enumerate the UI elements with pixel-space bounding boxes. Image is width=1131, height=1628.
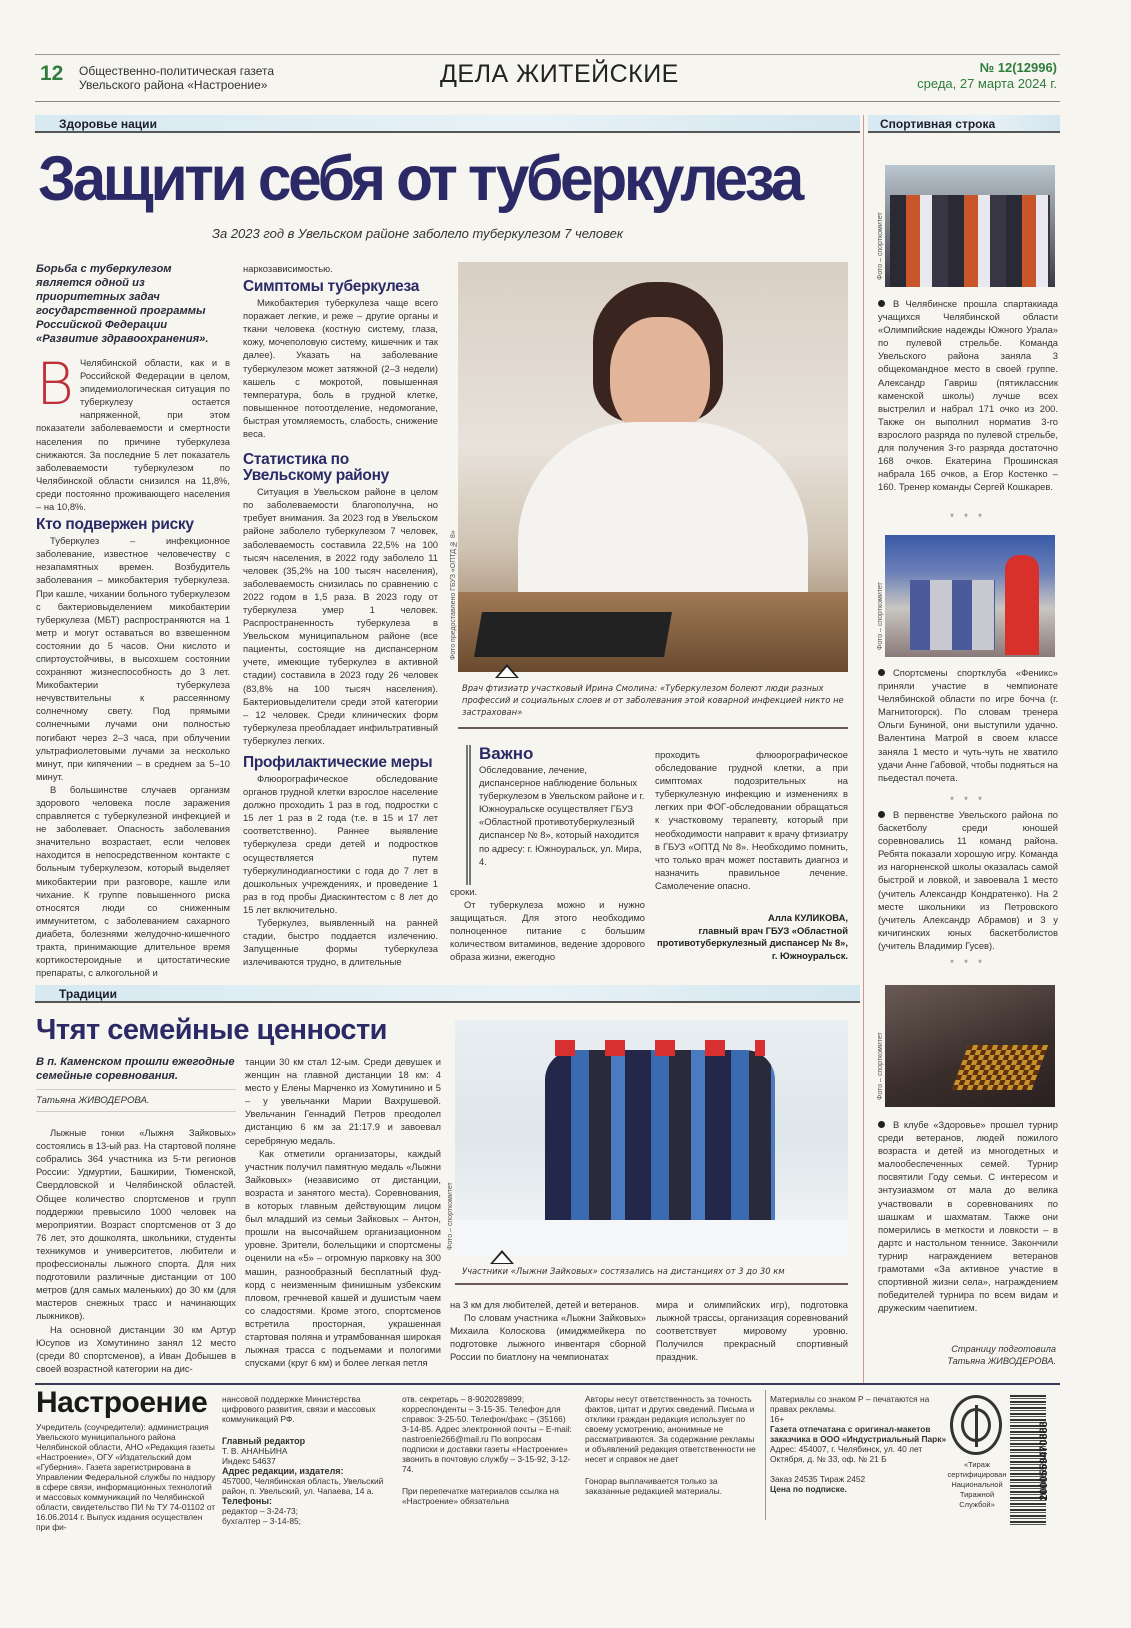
sidebar-photo-credit-1: Фото – спорткомитет (877, 212, 884, 280)
header-top-rule (35, 54, 1060, 55)
doctor-photo (458, 262, 848, 672)
athlete (1005, 555, 1039, 655)
author-role: главный врач ГБУЗ «Областной противотуберкулезный диспансер № 8», г. Южноуральск. (657, 924, 848, 961)
section-title: ДЕЛА ЖИТЕЙСКИЕ (440, 60, 679, 88)
signature-line-1: Страницу подготовила (951, 1344, 1056, 1354)
caption-pointer-icon (490, 1250, 514, 1264)
bullet-icon (878, 669, 885, 676)
footer-reprint: При перепечатке материалов ссылка на «Настроение» обязательна (402, 1486, 559, 1506)
ski-column-2 (245, 1055, 441, 1370)
page-number: 12 (40, 62, 64, 85)
caption-rule (458, 727, 848, 729)
paragraph-risk-2: В большинстве случаев организм здорового человека после заражения справляется с туберкулезной инфекцией и не заболевает. Опасность заболевания значительно возрастает, если человек находится в непосредственном контакте с больным туберкулезом, который выделяет микобактерии при разговоре, кашле или чихание. К группе повышенного риска относятся люди со сниженным иммунитетом, с заболеванием сахарного диабета, болезнями желудочно-кишечного тракта, принимающие длительное время кортикостероидные и цитостатические препараты, с алкогольной и (36, 783, 230, 979)
seal-monogram (961, 1408, 991, 1442)
footer-order: Заказ 24535 Тираж 2452 (770, 1474, 866, 1484)
footer-editor-name: Т. В. АНАНЬИНА (222, 1446, 288, 1456)
sidebar-photo-credit-3: Фото – спорткомитет (877, 1032, 884, 1100)
article-lead: Борьба с туберкулезом является одной из приоритетных задач государственной программы Российской Федерации «Развитие здравоохранения». (36, 263, 209, 345)
footer-printing (770, 1394, 950, 1494)
barcode-number: 2000559470888 (1038, 1421, 1050, 1501)
paragraph-prevention-1: Флюорографическое обследование органов грудной клетки взрослое население должно проходить 1 раз в год, подростки с 15 лет 1 раз в 2 года (т.е. в 15 и 17 лет соответственно). Раннее выявление туберкулеза среди детей и подростков осуществляется путем туберкулинодиагностики с года до 7 лет в дошкольных учреждениях, и проведение 1 раз в год пробы Диаскинтестом с 8 лет до 15 лет включительно. (243, 773, 438, 915)
heading-symptoms: Симптомы туберкулеза (243, 278, 420, 296)
ski-column-3 (450, 1298, 646, 1368)
ski-paragraph-4a: По словам участника «Лыжни Зайковых» Михаила Колоскова (имиджмейкера по подготовке лыжного инвентаря сборной России по биатлону на чемпионатах (450, 1312, 646, 1363)
paragraph-text: Челябинской области, как и в Российской Федерации в целом, эпидемиологическая ситуация по туберкулезу остается напряженной, при этом показатели заболеваемости и смертности населения по причине туберкулеза снижаются. За последние 5 лет показатель заболеваемости туберкулезом по Челябинской области снизился на 11,8%, среди постоянно проживающего населения – на 10,8%. (36, 357, 230, 513)
sidebar-item-3 (878, 808, 1058, 958)
rubric-sport: Спортивная строка (880, 117, 996, 131)
paragraph-prevention-4: От туберкулеза можно и нужно защищаться. Для этого необходимо полноценное питание с большим количеством витаминов, ведение здорового образа жизни, ежегодно (450, 899, 645, 963)
footer-founders: Учредитель (соучредители): администрация Увельского муниципального района Челябинской области, АНО «Редакция газеты «Настроение», ОГУ «Издательский дом «Губерния». Газета зарегистрирована в Управлении Федеральной службы по надзору в сфере связи, информационных технологий и массовых коммуникаций по Челябинской области, свидетельство ПИ № ТУ 74-01102 от 16.06.2014 г. Выпуск издания осуществлен при фи- (36, 1422, 216, 1532)
footer-divider (765, 1390, 766, 1520)
tb-column-2 (243, 262, 438, 968)
footer-rule (35, 1383, 1060, 1385)
footer-support: нансовой поддержке Министерства цифрового развития, связи и массовых коммуникаций РФ. (222, 1394, 376, 1424)
bullet-icon (878, 1121, 885, 1128)
ski-article-title: Чтят семейные ценности (36, 1014, 387, 1046)
footer-contacts (402, 1394, 572, 1506)
footer-address-label: Адрес редакции, издателя: (222, 1466, 344, 1476)
ski-author: Татьяна ЖИВОДЕРОВА. (36, 1089, 236, 1112)
footer-printer-address: Адрес: 454007, г. Челябинск, ул. 40 лет Октября, д. № 33, оф. № 21 Б (770, 1444, 923, 1464)
footer-logo: Настроение (36, 1386, 208, 1419)
sidebar-text: В первенстве Увельского района по баскетболу среди юношей соревновались 11 команд района. Ребята показали хорошую игру. Команда из нагорненской школы оказалась самой быстрой и ловкой, и завоевала 1 место (учитель Александр Кондратенко). На 2 месте школьники из Петровского (учитель Александр Абрамов) и 3 у кичигинских юных баскетболистов (учитель Владимир Гусев). (878, 809, 1058, 951)
sidebar-item-4 (878, 1118, 1058, 1340)
ski-photo (455, 1020, 848, 1256)
rubric-band-traditions (35, 985, 860, 1003)
header-bottom-rule (35, 101, 1060, 102)
issue-number: № 12(12996) (979, 60, 1057, 75)
sidebar-signature (878, 1343, 1056, 1367)
author-signature (655, 912, 848, 962)
paper-name (79, 64, 274, 92)
footer-age-rating: 16+ (770, 1414, 785, 1424)
footer-contacts-text: отв. секретарь – 8-9020289899; корреспонденты – 3-15-35. Телефон для справок: 3-25-50. Телефон/факс – (35166) 3-14-85. Адрес электронной почты – E-mail: nastroenie266@mail.ru По вопросам подписки и доставки газеты «Настроение» звонить в почтовую службу – 3-15-92, 3-12-74. (402, 1394, 572, 1474)
photo-caption: Врач фтизиатр участковый Ирина Смолина: «Туберкулезом болеют люди разных профессий и социальных слоев и от заболевания этой коварной инфекцией никто не застрахован» (462, 683, 844, 717)
sidebar-item-2 (878, 666, 1058, 794)
rubric-health: Здоровье нации (59, 117, 157, 131)
checkers-board (952, 1045, 1048, 1090)
paragraph-prevention-5: проходить флюорографическое обследование грудной клетки, а при симптомах подозрительных на туберкулезную инфекцию и изменениях в легких при ФОГ-обследовании обращаться к участковому терапевту, который при необходимости направит к врачу фтизиатру в ГБУЗ «ОПТД № 8». Необходимо помнить, что только врач может поставить диагноз и назначить правильное лечение. Самолечение опасно. (655, 749, 848, 891)
signature-line-2: Татьяна ЖИВОДЕРОВА. (947, 1356, 1056, 1366)
footer-responsibility (585, 1394, 760, 1496)
sidebar-text: Спортсмены спортклуба «Феникс» приняли участие в чемпионате Челябинской области по игре бочча (г. Магнитогорск). По словам тренера Ольги Буниной, они выступили удачно. Валентина Матрой в своем классе заняла 1 место и чуть-чуть не хватило удачи Анне Габовой, чтобы подняться на пьедестал почета. (878, 667, 1058, 783)
skier-hats (555, 1040, 765, 1056)
rubric-band-sport (868, 115, 1060, 133)
ski-caption-rule (455, 1283, 848, 1285)
paragraph-cont: наркозависимостью. (243, 263, 333, 274)
sidebar-text: В клубе «Здоровье» прошел турнир среди ветеранов, людей пожилого возраста и детей из многодетных и малообеспеченных семей. Турнир посвятили Году семьи. С интересом и энтузиазмом от мала до велика участвовали в соревнованиях по шашкам и шахматам. Также они померились в меткости и ловкости – в дартс и настольном теннисе. Закончили турнир награждением ветеранов грамотами «За активное участие в спортивной жизни села», награждением победителей турнира по всем видам и дружеским чаепитием. (878, 1119, 1058, 1314)
footer-fee: Гонорар выплачивается только за заказанные редакцией материалы. (585, 1476, 722, 1496)
sidebar-text: В Челябинске прошла спартакиада учащихся Челябинской области «Олимпийские надежды Южного Урала» по пулевой стрельбе. Команда Увельского района заняла 3 общекомандное место в своей группе. Александр Гавриш (пятиклассник каменской школы) лучше всех выстрелил и набрал 171 очко из 200. Также он выполнил норматив 3-го взрослого разряда по пулевой стрельбе, для получения 3-го разряда достаточно 168 очков. Екатерина Прошинская набрала 165 очков, а Егор Костенко – 160. Тренер команды Сергей Кошкарев. (878, 298, 1058, 493)
footer-responsibility-text: Авторы несут ответственность за точность фактов, цитат и других сведений. Письма и отклики граждан редакция использует по своему усмотрению, анонимные не рассматриваются. За содержание рекламы и объявлений редакция ответственности не несет и справок не дает (585, 1394, 756, 1464)
sidebar-item-1 (878, 297, 1058, 511)
paragraph-prevention-3: сроки. (450, 886, 478, 897)
people (890, 195, 1050, 287)
photo-credit: Фото предоставлено ГБУЗ «ОПТД № 8» (450, 530, 457, 660)
checkers-photo (885, 985, 1055, 1107)
footer-ads: Материалы со знаком Р – печатаются на правах рекламы. (770, 1394, 930, 1414)
caption-pointer-icon (495, 664, 519, 678)
footer-certified: «Тираж сертифицирован Национальной Тиражной Службой» (947, 1460, 1007, 1509)
article-subtitle: За 2023 год в Увельском районе заболело туберкулезом 7 человек (212, 226, 623, 241)
bullet-icon (878, 811, 885, 818)
rubric-traditions: Традиции (59, 987, 118, 1001)
tb-column-1 (36, 262, 230, 979)
important-box (466, 745, 651, 885)
column-divider (863, 115, 864, 1383)
ski-paragraph-1: Лыжные гонки «Лыжня Зайковых» состоялись в 13-ый раз. На стартовой поляне собрались 364 участника из 5-ти регионов России: Удмуртии, Башкирии, Тюменской, Свердловской и Челябинской областей. Общее количество спортсменов и групп поддержки превысило 1000 человек на мероприятии. Возраст спортсменов от 3 до 76 лет, это дошколята, школьники, студенты техникумов и университетов, любители и профессионалы лыжного спорта. Для них подготовили различные дистанции от 100 метров (для самых маленьких) до 30 км (для мастеров снежных трасс и начинающих лыжников). (36, 1127, 236, 1322)
paper-line-2: Увельского района «Настроение» (79, 78, 268, 92)
skiers (545, 1050, 775, 1240)
ski-paragraph-2a: На основной дистанции 30 км Артур Юсупов из Хомутинино занял 12 место (среди 80 спортсменов), а Иван Добышев в своей возрастной категории на дис- (36, 1323, 236, 1374)
heading-prevention: Профилактические меры (243, 754, 433, 771)
important-text: Обследование, лечение, диспансерное наблюдение больных туберкулезом в Увельском районе и г. Южноуральске осуществляет ГБУЗ «Областной противотуберкулезный диспансер № 8», который находится по адресу: г. Южноуральск, ул. Мира, 4. (479, 764, 645, 867)
boccia-photo (885, 535, 1055, 657)
paragraph-risk-1: Туберкулез – инфекционное заболевание, известное человечеству с незапамятных времен. Возбудитель заболевания – микобактерия туберкулеза. При кашле, чихании больного туберкулезом с бактериовыделением микобактерии туберкулеза (МБТ) распространяются на 1 метр и могут оставаться во взвешенном состоянии до 5 часов. Они кислото и спиртоустойчивы, в высохшем состоянии сохраняют жизнеспособность до 3 лет. Микобактерии туберкулеза нечувствительны к рассеянному солнечному свету. Под прямыми солнечными лучами они полностью погибают через 2–3 часа, при облучении ультрафиолетовыми лучами за несколько минут, при кипячении – в среднем за 5–10 минут. (36, 535, 230, 782)
ski-photo-caption: Участники «Лыжни Зайковых» состязались на дистанциях от 3 до 30 км (462, 1266, 785, 1276)
footer-printed: Газета отпечатана с оригинал-макетов заказчика в ООО «Индустриальный Парк» (770, 1424, 947, 1444)
sidebar-photo-credit-2: Фото – спорткомитет (877, 582, 884, 650)
issue-info (917, 60, 1057, 92)
ski-paragraph-2b: танции 30 км стал 12-ым. Среди девушек и женщин на главной дистанции 18 км: 4 место у Елены Марченко из Хомутинино и 5 – у увельчанки Марии Вахрушевой. Увельчанин Геннадий Петров преодолел дистанцию 6 км за 21:17.9 и завоевал серебряную медаль. (245, 1056, 441, 1146)
paragraph-prevention-2: Туберкулез, выявленный на ранней стадии, быстро поддается излечению. Запущенные формы туберкулеза излечиваются трудно, в длительные (243, 917, 438, 968)
tb-column-3 (450, 885, 645, 965)
ski-paragraph-3b: на 3 км для любителей, детей и ветеранов. (450, 1299, 639, 1310)
footer-phone-editor: редактор – 3-24-73; (222, 1506, 298, 1516)
keyboard (474, 612, 672, 657)
circulation-seal-icon (950, 1395, 1002, 1455)
ski-lead: В п. Каменском прошли ежегодные семейные соревнования. (36, 1056, 235, 1082)
ski-paragraph-4b: мира и олимпийских игр), подготовка лыжной трассы, организация соревнований соответствует мировому уровню. Получился прекрасный спортивный праздник. (656, 1299, 848, 1363)
doctor-face (610, 317, 710, 437)
footer-editor-label: Главный редактор (222, 1436, 306, 1446)
heading-stats: Статистика по Увельскому району (243, 451, 389, 485)
footer-index: Индекс 54637 (222, 1456, 276, 1466)
footer-editorial (222, 1394, 397, 1526)
ski-column-1 (36, 1055, 236, 1374)
footer-phone-accountant: бухгалтер – 3-14-85; (222, 1516, 301, 1526)
footer-price: Цена по подписке. (770, 1484, 847, 1494)
tb-column-4 (655, 748, 848, 898)
paragraph-symptoms: Микобактерия туберкулеза чаще всего поражает легкие, и реже – другие органы и ткани человека (костную систему, глаза, кожу, мочеполовую систему, кишечник и так далее). Указать на заболевание туберкулезом может затяжной (2–3 недели) кашель с мокротой, повышенная температура, боль в грудной клетке, повышенное потоотделение, недомогание, быстрая утомляемость, слабость, снижение веса. (243, 297, 438, 440)
rubric-band-health (35, 115, 860, 133)
separator: * * * (950, 958, 986, 968)
doctor-coat (518, 422, 808, 612)
author-name: Алла КУЛИКОВА, (768, 912, 848, 923)
issue-date: среда, 27 марта 2024 г. (917, 76, 1057, 91)
paragraph-intro (36, 350, 230, 513)
separator: * * * (950, 512, 986, 522)
ski-photo-credit: Фото – спорткомитет (447, 1182, 454, 1250)
wheelchair-athletes (910, 580, 995, 650)
separator: * * * (950, 795, 986, 805)
paragraph-stats: Ситуация в Увельском районе в целом по заболеваемости благополучна, но требует внимания. За 2023 год в Увельском районе заболело туберкулезом 7 человек, заболеваемость составила 22,5% на 100 тысяч населения, в 2022 году заболело 11 человек (35,2% на 100 тысяч населения), заболеваемость снизилась по сравнению с 2022 годом в 1,5 раза. В 2023 году от туберкулеза умер 1 человек. Распространенность туберкулеза в Увельском муниципальном районе (все пациенты, состоящие на диспансерном учете, имеющие туберкулез в активной стадии) составила в 2023 году 26 человек (83,8% на 100 тысяч населения). Бактериовыделители среди этой категории – 12 человек. Среди клинических форм туберкулеза преобладает инфильтративный туберкулез легких. (243, 486, 438, 746)
ski-paragraph-3a: Как отметили организаторы, каждый участник получил памятную медаль «Лыжни Зайковых» (независимо от дистанции, возраста и занятого места). Соревнования, в которых главным действующим лицом был младший из семьи Зайковых – Антон, прошли на высочайшем организационном уровне. Зрители, болельщики и спортсмены оценили на «5» – огромную парковку на 300 машин, разнообразный бесплатный фуд-корд с неизменным финишным узбекским пловом, гречневой кашей и душистым чаем со сладостями. Кроме этого, спортсменов встретила просторная, украшенная стартовая поляна и утрамбованная широкая лыжная трасса с подъемами и пологими спусками (круг 6 км) и более легкая петля (245, 1147, 441, 1369)
article-title: Защити себя от туберкулеза (38, 144, 801, 214)
footer-phones-label: Телефоны: (222, 1496, 273, 1506)
drop-cap: В (36, 350, 74, 418)
shooting-team-photo (885, 165, 1055, 287)
bullet-icon (878, 300, 885, 307)
important-title: Важно (479, 744, 534, 763)
heading-risk: Кто подвержен риску (36, 516, 194, 534)
paper-line-1: Общественно-политическая газета (79, 64, 275, 78)
footer-address: 457000, Челябинская область, Увельский район, п. Увельский, ул. Чапаева, 14 а. (222, 1476, 384, 1496)
ski-column-4 (656, 1298, 848, 1368)
